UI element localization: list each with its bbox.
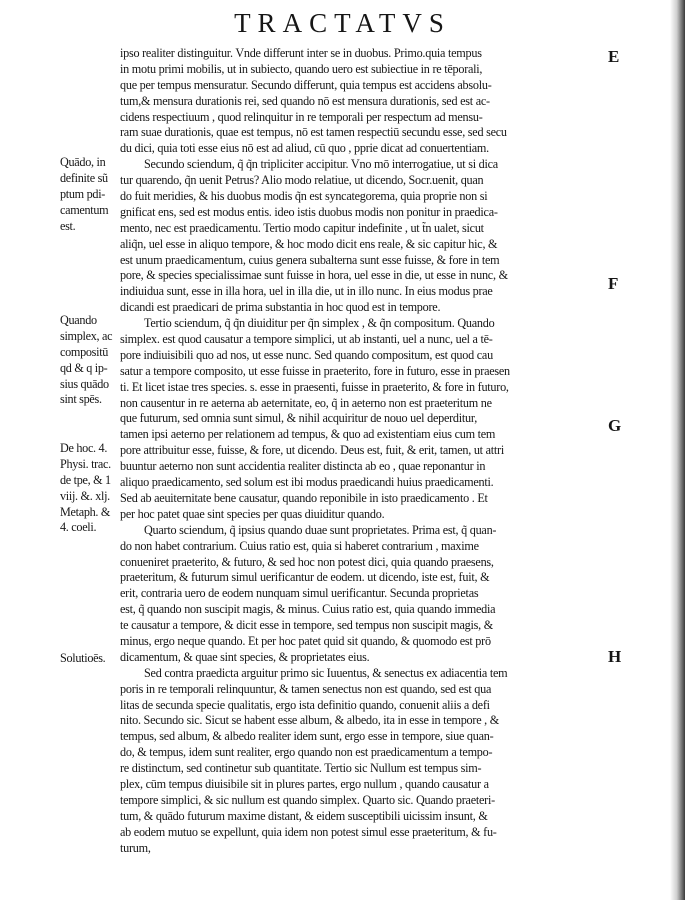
- text-line: ram suae durationis, quae est tempus, nō est tamen respectiū secundu esse, sed secu: [120, 125, 507, 140]
- text-line: gnificat ens, sed est modus entis. ideo istis duobus modis non ponitur in praedica-: [120, 204, 498, 219]
- text-line: Tertio sciendum, q̃ q̃n diuiditur per q̃n simplex , & q̃n compositum. Quando: [144, 316, 495, 331]
- margin-note-quando-simplex: [60, 313, 120, 408]
- text-line: que futurum, sed omnia sunt simul, & nihil acquiritur de nouo uel deperditur,: [120, 411, 477, 426]
- text-line: tur quarendo, q̃n uenit Petrus? Alio modo relatiue, ut dicendo, Socr.uenit, quan: [120, 173, 484, 188]
- text-line: aliq̃n, uel esse in aliquo tempore, & hoc modo dicit ens reale, & sic capitur hic, &: [120, 236, 498, 251]
- text-line: turum,: [120, 840, 151, 855]
- text-line: pore, & species specialissimae sunt fuisse in hora, uel esse in die, ut esse in nunc, &: [120, 268, 508, 283]
- section-letter-g: G: [608, 416, 622, 435]
- margin-note-line: viij. &. xlj.: [60, 488, 110, 503]
- text-line: ab eodem mutuo se expellunt, quia idem non potest simul esse praeteritum, & fu-: [120, 824, 497, 839]
- margin-note-solutiones: [60, 651, 120, 667]
- margin-note-line: ptum pdi-: [60, 186, 106, 201]
- text-line: que per tempus mensuratur. Secundo differunt, quia tempus est accidens absolu-: [120, 77, 492, 92]
- text-line: tempus, sed album, & albedo realiter idem sunt, ergo esse in tempore, siue quan-: [120, 729, 494, 744]
- page-edge-shadow: [670, 0, 685, 900]
- text-line: du dici, quia toti esse eius nō est ad aliud, cū quo , pprie dicat ad conuertentiam.: [120, 141, 489, 156]
- text-line: ti. Et licet istae tres species. s. esse in praesenti, fuisse in praeterito, & fore in futuro,: [120, 379, 509, 394]
- margin-note-line: Solutioēs.: [60, 651, 106, 665]
- margin-note-physics-reference: [60, 441, 120, 536]
- margin-note-line: definite sũ: [60, 170, 108, 185]
- margin-note-line: 4. coeli.: [60, 520, 97, 535]
- margin-note-line: sius quādo: [60, 376, 109, 391]
- text-line: aliquo praedicamento, sed solum est ibi modus praedicandi huius praedicamenti.: [120, 475, 494, 490]
- text-line: dicamentum, & quae sint species, & proprietates eius.: [120, 649, 370, 664]
- text-line: pore indiuisibili quo ad nos, ut esse nunc. Sed quando compositum, est quod cau: [120, 347, 493, 362]
- section-letter-e: E: [608, 47, 620, 66]
- text-line: praeteritum, & futurum simul uerificantur de eodem. ut dicendo, iste est, fuit, &: [120, 570, 490, 585]
- margin-note-quando-indefinite: [60, 155, 120, 234]
- text-line: Quarto sciendum, q̃ ipsius quando duae sunt proprietates. Prima est, q̃ quan-: [144, 522, 497, 537]
- text-line: tum, & quādo futurum maxime distant, & eidem susceptibili uicissim insunt, &: [120, 808, 488, 823]
- text-line: re distinctum, sed continetur sub quantitate. Tertio sic Nullum est tempus sim-: [120, 761, 482, 776]
- text-line: erit, contraria uero de eodem nunquam simul uerificantur. Secunda proprietas: [120, 586, 479, 601]
- text-line: nito. Secundo sic. Sicut se habent esse album, & albedo, ita in esse in tempore , &: [120, 713, 499, 728]
- margin-note-line: est.: [60, 218, 76, 233]
- text-line: indiuidua sunt, esse in illa hora, uel in illa die, ut in illo nunc. In eius modus prae: [120, 284, 493, 299]
- text-line: satur a tempore composito, ut esse fuisse in praeterito, fore in futuro, esse in praesen: [120, 363, 510, 378]
- margin-note-line: Metaph. &: [60, 504, 111, 519]
- text-line: pore attribuitur esse, fuisse, & fore, ut dicendo. Deus est, fuit, & erit, tamen, ut attri: [120, 443, 504, 458]
- margin-note-line: sint spēs.: [60, 392, 102, 407]
- text-line: te causatur a tempore, & dicit esse in tempore, sed tempus non suscipit magis, &: [120, 618, 493, 633]
- text-line: tamen ipsi aeterno per relationem ad tempus, & quo ad existentiam eius cum tem: [120, 427, 496, 442]
- text-line: in motu primi mobilis, ut in subiecto, quando uero est subiectiue in re tēporali,: [120, 61, 483, 76]
- text-line: tum,& mensura durationis rei, sed quando nō est mensura durationis, sed est ac-: [120, 93, 490, 108]
- margin-note-line: Quādo, in: [60, 155, 106, 169]
- margin-note-line: Quando: [60, 313, 97, 327]
- text-line: per hoc patet quae sint species per quas diuiditur quando.: [120, 506, 385, 521]
- text-line: plex, cūm tempus diuisibile sit in plures partes, ergo nullum , quando causatur a: [120, 776, 489, 791]
- text-line: do fuit meridies, & his duobus modis q̃n est syncategorema, quia proprie non si: [120, 189, 488, 204]
- margin-note-line: compositū: [60, 344, 109, 359]
- margin-note-line: camentum: [60, 202, 109, 217]
- text-line: simplex. est quod causatur a tempore simplici, ut ab instanti, uel a nunc, uel a tē-: [120, 332, 493, 347]
- margin-note-line: simplex, ac: [60, 328, 113, 343]
- running-head: TRACTATVS: [234, 8, 451, 38]
- text-line: minus, ergo neque quando. Et per hoc patet quid sit quando, & quomodo est prō: [120, 633, 491, 648]
- text-line: est, q̃ quando non suscipit magis, & minus. Cuius ratio est, quia quando immedia: [120, 602, 496, 617]
- text-line: non causentur in re aeterna ab aeternitate, eo, q̃ in aeterno non est praeteritum ne: [120, 395, 492, 410]
- margin-note-line: qd & q ip-: [60, 360, 108, 375]
- text-line: buuntur aeterno non sunt accidentia realiter distincta ab eo , quae reponantur in: [120, 459, 486, 474]
- text-line: tempore simplici, & sic nullum est quando simplex. Quarto sic. Quando praeteri-: [120, 792, 495, 807]
- text-line: est unum praedicamentum, cuius genera subalterna sunt esse fuisse, & fore in tem: [120, 252, 500, 267]
- margin-note-line: Physi. trac.: [60, 456, 111, 471]
- section-letter-f: F: [608, 274, 619, 293]
- margin-note-line: De hoc. 4.: [60, 441, 108, 455]
- text-line: Sed ab aeuiternitate bene causatur, quando reponibile in isto praedicamento . Et: [120, 490, 488, 505]
- text-line: Sed contra praedicta arguitur primo sic Iuuentus, & senectus ex adiacentia tem: [144, 665, 508, 680]
- text-line: conueniret praeterito, & futuro, & sed hoc non potest dici, quia quando praesens,: [120, 554, 494, 569]
- text-line: cidens respectiuum , quod relinquitur in re temporali per respectum ad mensu-: [120, 109, 483, 124]
- text-line: ipso realiter distinguitur. Vnde differunt inter se in duobus. Primo.quia tempus: [120, 46, 482, 60]
- section-letter-h: H: [608, 647, 622, 666]
- text-line: do non habet contrarium. Cuius ratio est, quia si haberet contrarium , maxime: [120, 538, 479, 553]
- text-line: mento, nec est praedicamentu. Tertio modo capitur indefinite , ut t̃n ualet, sicut: [120, 220, 484, 235]
- text-line: dicandi est praedicari de prima substantia in hoc quod est in tempore.: [120, 300, 441, 315]
- text-line: Secundo sciendum, q̃ q̃n tripliciter accipitur. Vno mō interrogatiue, ut si dica: [144, 157, 498, 172]
- margin-note-line: de tpe, & 1: [60, 472, 111, 487]
- text-line: do, & tempus, idem sunt realiter, ergo quando non est praedicamentum a tempo-: [120, 745, 493, 760]
- text-line: litas de secunda specie qualitatis, ergo ista definitio quando, conuenit aliis a defi: [120, 697, 490, 712]
- body-text: [120, 46, 619, 856]
- text-line: poris in re temporali relinquuntur, & tamen senectus non est quando, sed est qua: [120, 681, 492, 696]
